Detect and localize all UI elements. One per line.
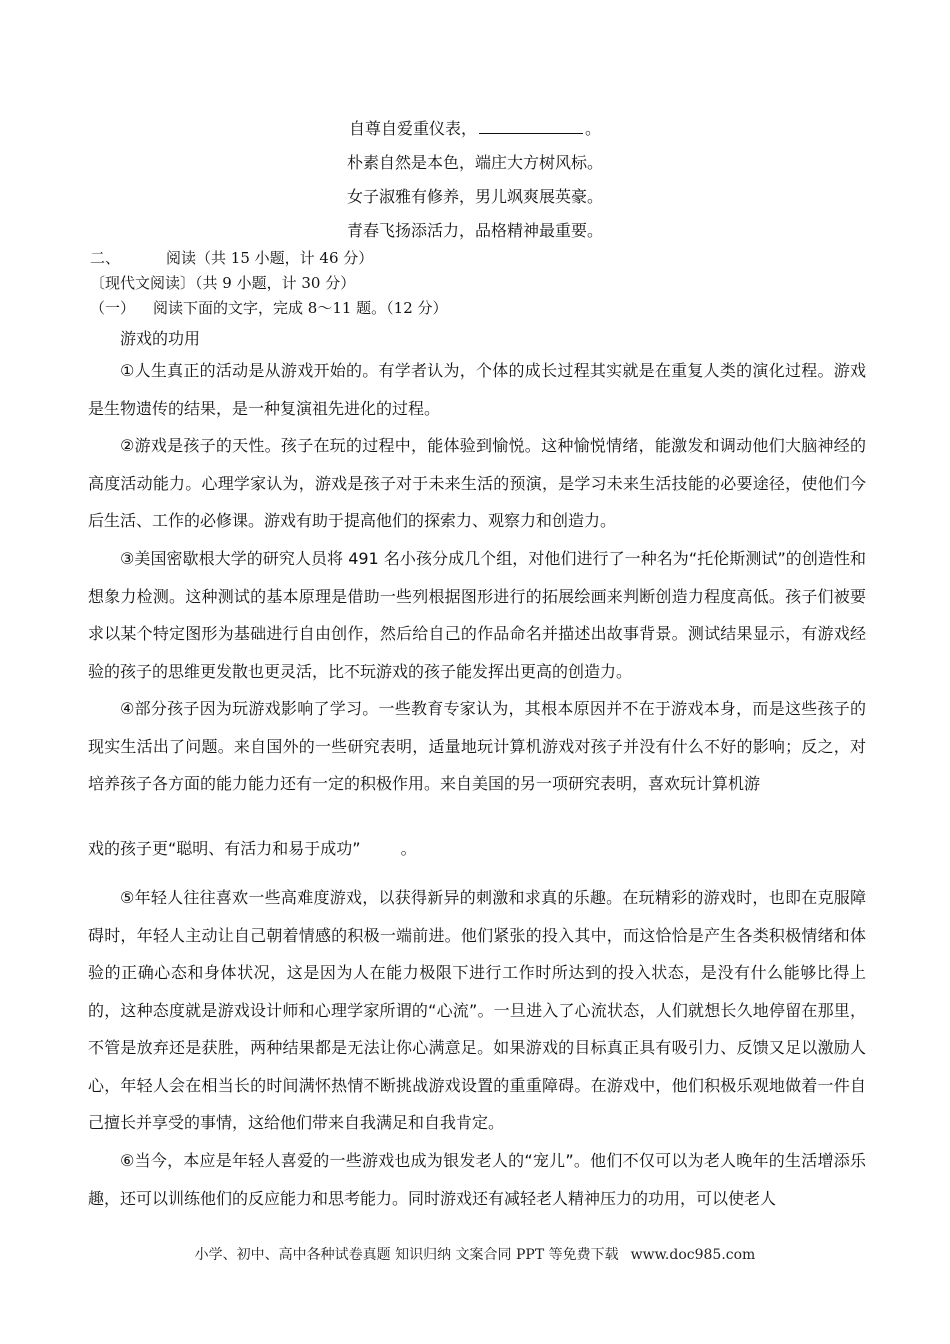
footer-url[interactable]: www.doc985.com — [630, 1247, 756, 1263]
footer-text: 小学、初中、高中各种试卷真题 知识归纳 文案合同 PPT 等免费下载 — [194, 1247, 619, 1263]
group-instruction: 阅读下面的文字，完成 8～11 题。（12 分） — [153, 299, 448, 317]
paragraph-3: ③美国密歇根大学的研究人员将 491 名小孩分成几个组，对他们进行了一种名为“托伦斯测试”的创造性和想象力检测。这种测试的基本原理是借助一些列根据图形进行的拓展绘画来判断创造力程度高低。孩子们被要求以某个特定图形为基础进行自由创作，然后给自己的作品命名并描述出故事背景。测试结果显示，有游戏经验的孩子的思维更发散也更灵活，比不玩游戏的孩子能发挥出更高的创造力。 — [88, 549, 866, 681]
question-group-heading — [90, 297, 448, 318]
section-number: 二、 — [90, 249, 121, 267]
section-title: 阅读（共 15 小题，计 46 分） — [166, 249, 374, 267]
page-footer — [0, 1244, 950, 1264]
subsection-heading: 〔现代文阅读〕（共 9 小题，计 30 分） — [90, 274, 356, 292]
section-heading — [90, 247, 373, 268]
poem-line-4: 青春飞扬添活力，品格精神最重要。 — [346, 221, 603, 240]
poem-line-1-text: 自尊自爱重仪表， — [348, 119, 477, 138]
poem-line-1 — [0, 116, 950, 139]
paragraph-1: ①人生真正的活动是从游戏开始的。有学者认为，个体的成长过程其实就是在重复人类的演化过程。游戏是生物遗传的结果，是一种复演祖先进化的过程。 — [88, 361, 866, 418]
answer-blank — [479, 119, 583, 134]
paragraph-4: ④部分孩子因为玩游戏影响了学习。一些教育专家认为，其根本原因并不在于游戏本身，而是这些孩子的现实生活出了问题。来自国外的一些研究表明，适量地玩计算机游戏对孩子并没有什么不好的影响；反之，对培养孩子各方面的能力能力还有一定的积极作用。来自美国的另一项研究表明，喜欢玩计算机游 — [88, 699, 866, 793]
paragraph-4-tail-text: 戏的孩子更“聪明、有活力和易于成功” — [88, 839, 361, 858]
poem-line-3: 女子淑雅有修养，男儿飒爽展英豪。 — [346, 187, 603, 206]
paragraph-4-tail-end: 。 — [400, 839, 417, 858]
paragraph-6: ⑥当今，本应是年轻人喜爱的一些游戏也成为银发老人的“宠儿”。他们不仅可以为老人晚年的生活增添乐趣，还可以训练他们的反应能力和思考能力。同时游戏还有减轻老人精神压力的功用，可以使老人 — [88, 1151, 866, 1208]
article-title: 游戏的功用 — [120, 329, 201, 348]
paragraph-2: ②游戏是孩子的天性。孩子在玩的过程中，能体验到愉悦。这种愉悦情绪，能激发和调动他们大脑神经的高度活动能力。心理学家认为，游戏是孩子对于未来生活的预演，是学习未来生活技能的必要途径，使他们今后生活、工作的必修课。游戏有助于提高他们的探索力、观察力和创造力。 — [88, 436, 866, 530]
group-number: （一） — [90, 299, 136, 317]
poem-line-1-end: 。 — [585, 119, 602, 138]
paragraph-5: ⑤年轻人往往喜欢一些高难度游戏，以获得新异的刺激和求真的乐趣。在玩精彩的游戏时，也即在克服障碍时，年轻人主动让自己朝着情感的积极一端前进。他们紧张的投入其中，而这恰恰是产生各类积极情绪和体验的正确心态和身体状况，这是因为人在能力极限下进行工作时所达到的投入状态，是没有什么能够比得上的，这种态度就是游戏设计师和心理学家所谓的“心流”。一旦进入了心流状态，人们就想长久地停留在那里，不管是放弃还是获胜，两种结果都是无法让你心满意足。如果游戏的目标真正具有吸引力、反馈又足以激励人心，年轻人会在相当长的时间满怀热情不断挑战游戏设置的重重障碍。在游戏中，他们积极乐观地做着一件自己擅长并享受的事情，这给他们带来自我满足和自我肯定。 — [88, 888, 866, 1132]
paragraph-4-tail — [88, 830, 866, 868]
poem-line-2: 朴素自然是本色，端庄大方树风标。 — [346, 153, 603, 172]
